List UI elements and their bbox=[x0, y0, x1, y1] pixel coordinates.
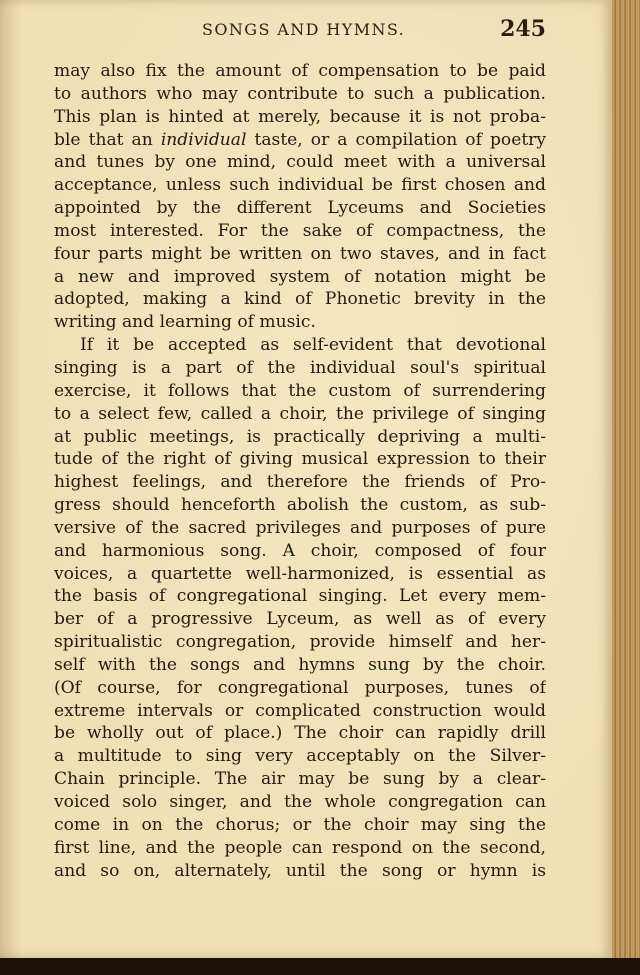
text-line: and so on, alternately, until the song or hymn is bbox=[54, 860, 546, 881]
text-line: to a select few, called a choir, the privilege of singing bbox=[54, 403, 546, 424]
page-number: 245 bbox=[500, 16, 546, 42]
text-line: and harmonious song. A choir, composed of four bbox=[54, 540, 546, 561]
text-line: a new and improved system of notation might be bbox=[54, 266, 546, 287]
text-line: a multitude to sing very acceptably on the Silver- bbox=[54, 746, 546, 767]
text-line: first line, and the people can respond on the second, bbox=[54, 837, 546, 858]
bottom-shadow bbox=[0, 958, 640, 975]
text-line: highest feelings, and therefore the friends of Pro- bbox=[54, 472, 546, 493]
text-line: most interested. For the sake of compactness, the bbox=[54, 220, 546, 241]
text-line: gress should henceforth abolish the custom, as sub- bbox=[54, 495, 546, 516]
text-line bbox=[54, 129, 546, 152]
text-line: singing is a part of the individual soul's spiritual bbox=[54, 357, 546, 378]
text-line: writing and learning of music. bbox=[54, 312, 316, 333]
text-line: voiced solo singer, and the whole congregation can bbox=[54, 792, 546, 812]
running-title: SONGS AND HYMNS. bbox=[202, 20, 406, 39]
text-line: four parts might be written on two staves, and in fact bbox=[54, 243, 546, 264]
italic-word: individual bbox=[160, 129, 247, 150]
body-text bbox=[54, 60, 546, 882]
text-fragment: ble bbox=[54, 129, 81, 150]
text-line: tude of the right of giving musical expression to their bbox=[54, 449, 546, 470]
text-fragment: taste, or a compilation of poetry bbox=[254, 129, 546, 150]
text-line: versive of the sacred privileges and purposes of pure bbox=[54, 517, 546, 538]
text-line: exercise, it follows that the custom of surrendering bbox=[54, 380, 546, 401]
text-line: voices, a quartette well-harmonized, is essential as bbox=[54, 563, 546, 584]
text-line: come in on the chorus; or the choir may sing the bbox=[54, 814, 546, 835]
text-fragment: that an bbox=[88, 129, 153, 150]
text-line: This plan is hinted at merely, because it is not proba- bbox=[54, 106, 546, 127]
text-line: extreme intervals or complicated construction would bbox=[54, 700, 546, 721]
text-line: spiritualistic congregation, provide himself and her- bbox=[54, 632, 546, 653]
text-line: Chain principle. The air may be sung by a clear- bbox=[54, 769, 546, 790]
text-line: self with the songs and hymns sung by the choir. bbox=[54, 654, 546, 675]
text-line: If it be accepted as self-evident that devotional bbox=[80, 335, 546, 356]
text-line: adopted, making a kind of Phonetic brevity in the bbox=[54, 289, 546, 310]
text-line: acceptance, unless such individual be first chosen and bbox=[54, 175, 546, 196]
text-line: may also fix the amount of compensation to be paid bbox=[54, 61, 546, 81]
text-line: at public meetings, is practically depriving a multi- bbox=[54, 426, 546, 447]
text-line: and tunes by one mind, could meet with a universal bbox=[54, 152, 546, 173]
page-header bbox=[56, 16, 546, 46]
text-line: to authors who may contribute to such a publication. bbox=[54, 83, 546, 104]
text-line: ber of a progressive Lyceum, as well as of every bbox=[54, 609, 546, 630]
text-line: appointed by the different Lyceums and Societies bbox=[54, 198, 546, 219]
text-line: be wholly out of place.) The choir can rapidly drill bbox=[54, 723, 546, 744]
text-line: (Of course, for congregational purposes, tunes of bbox=[54, 677, 546, 698]
page-edges bbox=[612, 0, 640, 975]
text-line: the basis of congregational singing. Let every mem- bbox=[54, 586, 546, 607]
